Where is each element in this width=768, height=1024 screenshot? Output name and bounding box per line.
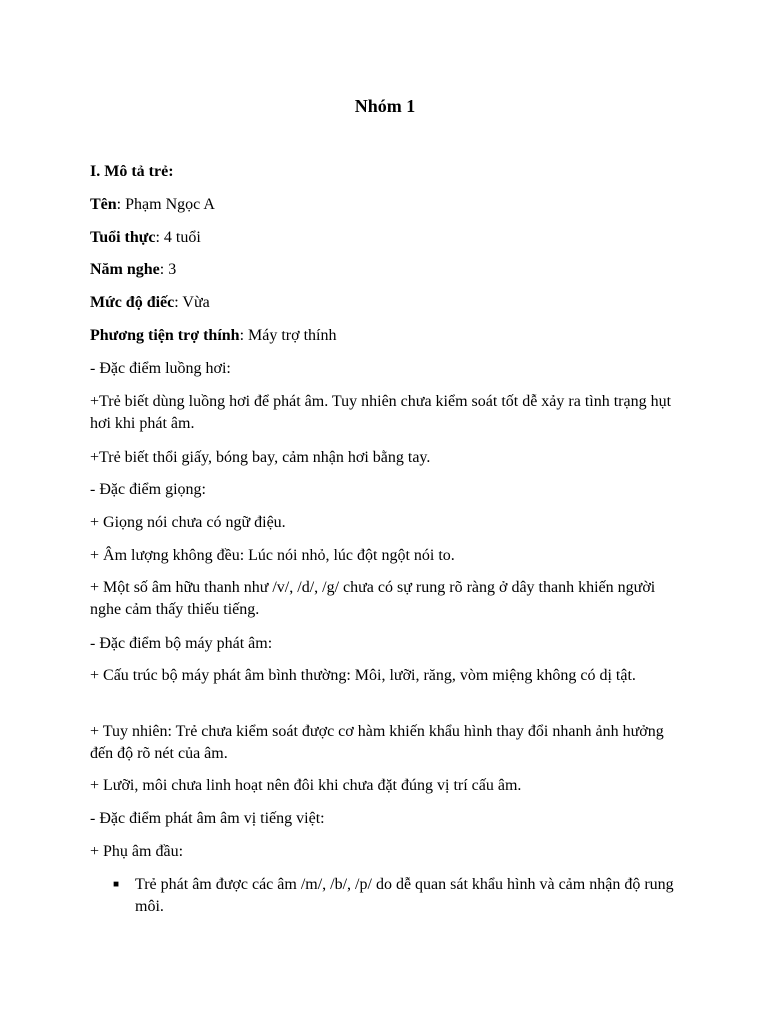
section-heading: I. Mô tả trẻ: (90, 163, 174, 180)
field-hearing-aid (90, 325, 680, 347)
document-title: Nhóm 1 (354, 96, 416, 116)
paragraph: + Giọng nói chưa có ngữ điệu. (90, 514, 286, 531)
field-value: : Vừa (174, 294, 210, 311)
paragraph: + Cấu trúc bộ máy phát âm bình thường: Môi, lưỡi, răng, vòm miệng không có dị tật. (90, 667, 636, 684)
field-label: Tuổi thực (90, 229, 156, 246)
list-item-text: Trẻ phát âm được các âm /m/, /b/, /p/ do dễ quan sát khẩu hình và cảm nhận độ rung môi. (135, 876, 674, 915)
paragraph: + Tuy nhiên: Trẻ chưa kiểm soát được cơ hàm khiến khẩu hình thay đổi nhanh ảnh hưởng đến độ rõ nét của âm. (90, 723, 664, 762)
field-hearing-years (90, 259, 680, 281)
paragraph: +Trẻ biết thổi giấy, bóng bay, cảm nhận hơi bằng tay. (90, 449, 431, 466)
field-value: : Máy trợ thính (239, 327, 337, 344)
paragraph: + Âm lượng không đều: Lúc nói nhỏ, lúc đột ngột nói to. (90, 547, 455, 564)
paragraph: - Đặc điểm bộ máy phát âm: (90, 635, 273, 652)
paragraph: - Đặc điểm giọng: (90, 481, 206, 498)
paragraph: - Đặc điểm phát âm âm vị tiếng việt: (90, 810, 325, 827)
paragraph: - Đặc điểm luồng hơi: (90, 360, 231, 377)
field-value: : 4 tuổi (155, 229, 201, 246)
field-label: Phương tiện trợ thính (90, 327, 240, 344)
field-label: Năm nghe (90, 261, 160, 278)
paragraph: + Một số âm hữu thanh như /v/, /d/, /g/ chưa có sự rung rõ ràng ở dây thanh khiến người nghe cảm thấy thiếu tiếng. (90, 579, 656, 618)
field-label: Tên (90, 196, 117, 213)
field-value: : Phạm Ngọc A (116, 196, 215, 213)
field-name (90, 194, 680, 216)
paragraph: + Lưỡi, môi chưa linh hoạt nên đôi khi chưa đặt đúng vị trí cấu âm. (90, 777, 522, 794)
field-real-age (90, 227, 680, 249)
paragraph: +Trẻ biết dùng luồng hơi để phát âm. Tuy nhiên chưa kiểm soát tốt dễ xảy ra tình trạng hụt hơi khi phát âm. (90, 393, 672, 432)
field-value: : 3 (159, 261, 177, 278)
square-bullet-icon: ■ (113, 879, 120, 890)
field-label: Mức độ điếc (90, 294, 175, 311)
field-deafness-level (90, 292, 680, 314)
paragraph: + Phụ âm đầu: (90, 843, 184, 860)
